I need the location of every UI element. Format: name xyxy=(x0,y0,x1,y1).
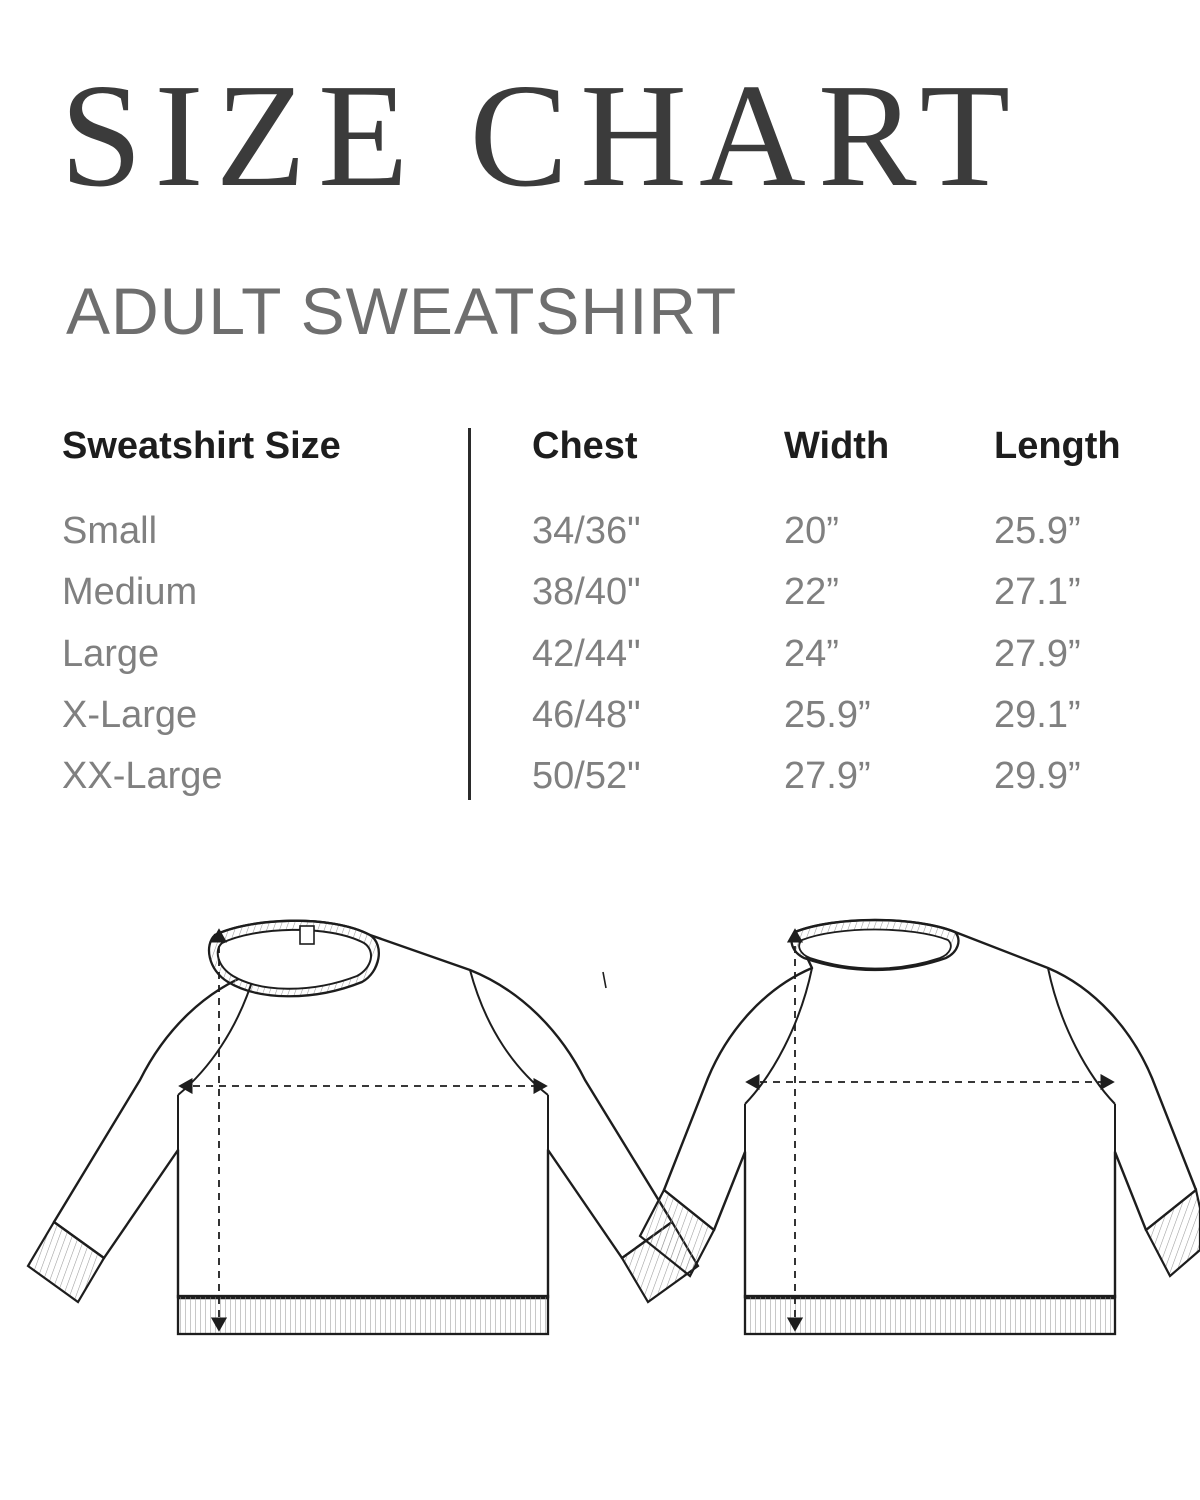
table-row xyxy=(62,690,1157,751)
size-table-container xyxy=(62,425,1157,812)
table-row xyxy=(62,567,1157,628)
cell-chest: 50/52" xyxy=(532,755,641,798)
sweatshirt-back-view xyxy=(640,920,1200,1334)
cell-length: 29.1” xyxy=(994,693,1081,736)
table-row xyxy=(62,506,1157,567)
sweatshirt-front-view xyxy=(28,921,698,1334)
table-row xyxy=(62,751,1157,812)
cell-length: 29.9” xyxy=(994,755,1081,798)
column-header-size: Sweatshirt Size xyxy=(62,425,341,467)
cell-width: 24” xyxy=(784,632,839,675)
cell-chest: 46/48" xyxy=(532,693,641,736)
page-subtitle: ADULT SWEATSHIRT xyxy=(66,274,738,348)
measurement-diagrams xyxy=(0,890,1200,1380)
cell-size: Small xyxy=(62,510,158,552)
cell-size: XX-Large xyxy=(62,755,223,798)
column-header-width: Width xyxy=(784,425,890,467)
cell-size: Medium xyxy=(62,571,198,614)
cell-length: 27.1” xyxy=(994,571,1081,614)
cell-chest: 42/44" xyxy=(532,632,641,675)
cell-length: 25.9” xyxy=(994,510,1081,552)
cell-chest: 38/40" xyxy=(532,571,641,614)
cell-chest: 34/36" xyxy=(532,510,641,552)
cell-width: 20” xyxy=(784,510,839,552)
cell-width: 27.9” xyxy=(784,755,871,798)
cell-length: 27.9” xyxy=(994,632,1081,675)
cell-size: X-Large xyxy=(62,693,198,736)
table-header-row xyxy=(62,425,1157,506)
column-header-length: Length xyxy=(994,425,1121,467)
cell-width: 25.9” xyxy=(784,693,871,736)
page-title: SIZE CHART xyxy=(60,54,1023,218)
table-row xyxy=(62,629,1157,690)
size-table xyxy=(62,425,1157,812)
cell-size: Large xyxy=(62,632,160,675)
cell-width: 22” xyxy=(784,571,839,614)
column-header-chest: Chest xyxy=(532,425,638,467)
